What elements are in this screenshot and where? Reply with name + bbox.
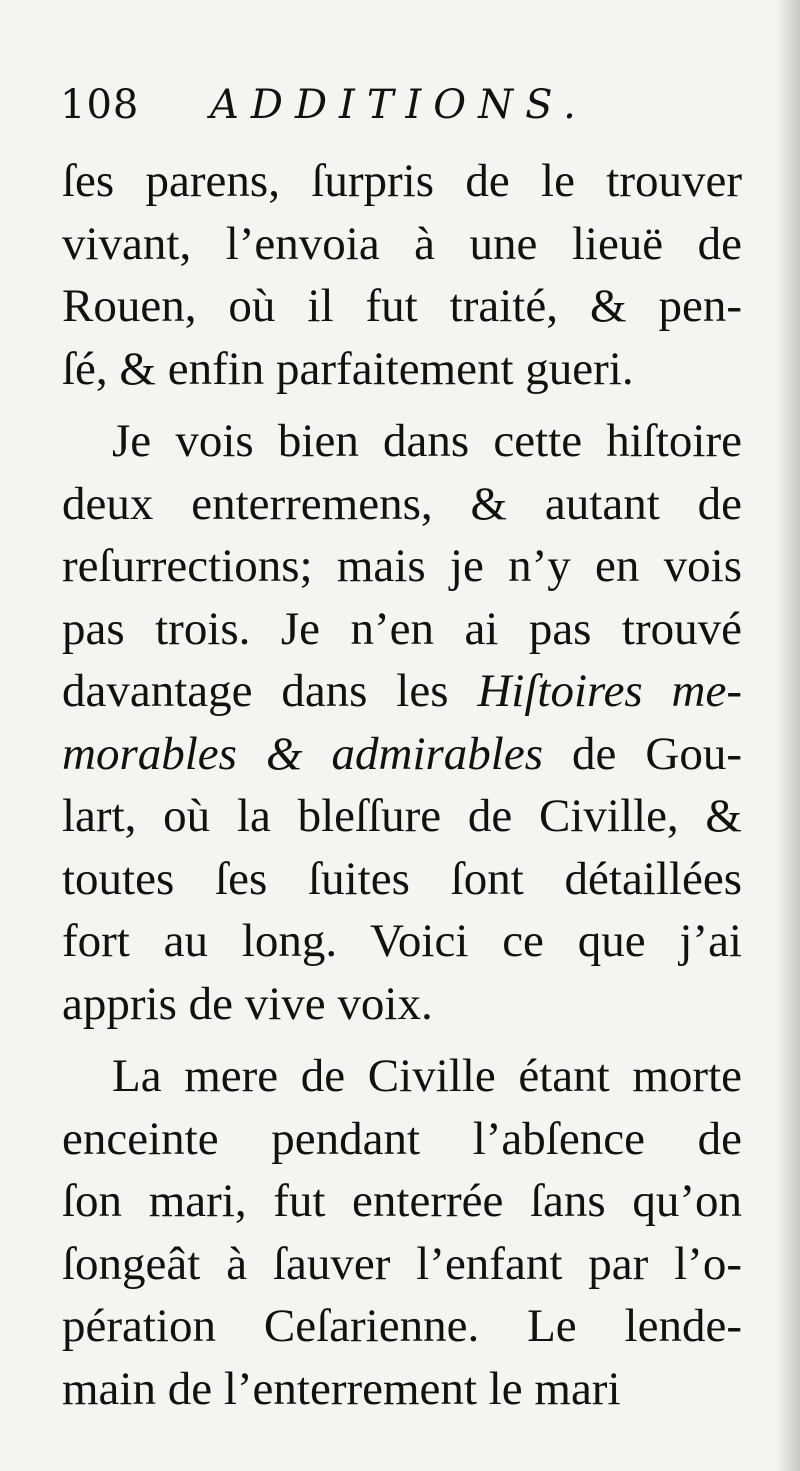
text-line (62, 910, 742, 973)
page-edge-shadow (776, 0, 800, 1471)
text-line (62, 1233, 742, 1296)
text-line (62, 848, 742, 911)
text-line (62, 535, 742, 598)
text-line (62, 973, 742, 1036)
text-run: pération Ceſarienne. Le lende- (62, 1300, 742, 1352)
text-line (62, 1358, 742, 1421)
text-run: ſes parens, ſurpris de le trouver (62, 155, 742, 207)
text-run: appris de vive voix. (62, 977, 433, 1030)
text-line (62, 598, 742, 661)
text-line (62, 275, 742, 338)
text-run: main de l’enterrement le mari (62, 1362, 621, 1415)
page-header (60, 78, 750, 138)
text-line (62, 660, 742, 723)
paragraph-gap (62, 1035, 742, 1045)
text-run: pas trois. Je n’en ai pas trouvé (62, 602, 742, 655)
text-run: lart, où la bleſſure de Civille, & (62, 790, 742, 842)
text-run: fort au long. Voici ce que j’ai (62, 915, 742, 967)
text-line (62, 1045, 742, 1108)
text-run: Je vois bien dans cette hiſtoire (112, 415, 742, 467)
text-line (62, 473, 742, 536)
text-run: enceinte pendant l’abſence de (62, 1112, 742, 1165)
text-run: reſurrections; mais je n’y en vois (62, 540, 742, 592)
text-run: vivant, l’envoia à une lieuë de (62, 217, 742, 270)
text-run: ſongeât à ſauver l’enfant par l’o- (62, 1237, 742, 1290)
text-line (62, 723, 742, 786)
text-line (62, 1108, 742, 1171)
italic-text: Hiſtoires me- (477, 665, 742, 717)
text-run: de Gou- (543, 727, 742, 780)
text-line (62, 150, 742, 213)
text-line (62, 1295, 742, 1358)
text-line (62, 1170, 742, 1233)
italic-text: morables & admirables (62, 727, 544, 780)
text-run: toutes ſes ſuites ſont détaillées (62, 852, 742, 905)
text-run: deux enterremens, & autant de (62, 477, 742, 530)
text-run: ſon mari, fut enterrée ſans qu’on (62, 1175, 742, 1227)
text-run: davantage dans les (62, 665, 478, 717)
text-line (62, 785, 742, 848)
running-title: ADDITIONS. (210, 82, 588, 128)
paragraph-gap (62, 400, 742, 410)
text-line (62, 213, 742, 276)
text-run: Rouen, où il fut traité, & pen- (62, 280, 742, 332)
page-number: 108 (60, 82, 140, 128)
text-line (62, 410, 742, 473)
text-line (62, 338, 742, 401)
body-text (62, 150, 742, 1420)
text-run: La mere de Civille étant morte (112, 1050, 742, 1102)
text-run: ſé, & enfin parfaitement gueri. (62, 342, 634, 395)
